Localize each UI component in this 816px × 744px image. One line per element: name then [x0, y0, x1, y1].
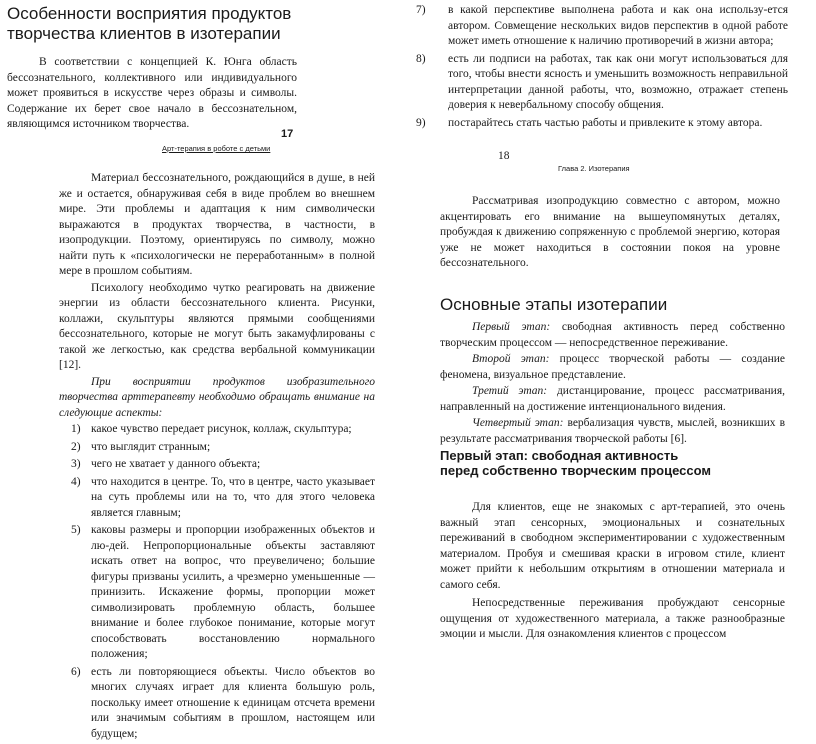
list-item [59, 440, 375, 456]
stage-label: Четвертый этап: [472, 417, 564, 429]
list-item-text: в какой перспективе выполнена работа и как она использу-ется автором. Совмещение нескольких видов перспектив в одной работе может иметь отношение к наличию противоречий в жизни автора; [448, 4, 788, 47]
list-item-text: есть ли подписи на работах, так как они могут использоваться для того, чтобы внести ясность и уменьшить возможность неправильной интерпретации данной работы, что, возможно, отражает степень доверия к невербальному способу общения. [448, 52, 788, 111]
right-page [408, 0, 816, 640]
stages-list [440, 320, 785, 448]
list-item-number: 4) [71, 475, 81, 488]
stage-item [440, 416, 785, 447]
list-item-text: что выглядит странным; [91, 440, 211, 453]
list-item [416, 3, 788, 50]
list-item-text: какое чувство передает рисунок, коллаж, скульптура; [91, 423, 352, 435]
list-item [59, 665, 375, 743]
list-item-number: 8) [416, 52, 426, 65]
stage-label: Третий этап: [472, 385, 548, 397]
list-item-number: 1) [71, 423, 81, 435]
stage-text: свободная активность перед собственно творческим процессом — непосредственное переживание. [440, 321, 785, 349]
stage-item [440, 384, 785, 415]
paragraph: Для клиентов, еще не знакомых с арт-терапией, это очень важный этап сенсорных, эмоциональных и сознательных переживаний в свободном экспериментировании с художественным материалом. Пробуя и смешивая краски в игровом стиле, клиент может прийти к небольшим открытиям в отношении материала и самого себя. [440, 501, 785, 591]
list-item-number: 9) [416, 116, 426, 129]
running-head: Арт-терапия в роботе с детьми [162, 144, 271, 153]
list-item-number: 2) [71, 440, 81, 453]
paragraph: Непосредственные переживания пробуждают сенсорные ощущения от художественного материала, а также разнообразные эмоции и мысли. Для ознакомления клиентов с процессом [440, 597, 785, 640]
list-item-number: 7) [416, 4, 426, 16]
list-item [59, 422, 375, 438]
paragraph: Рассматривая изопродукцию совместно с автором, можно акцентировать его внимание на вышеупомянутых деталях, пробуждая к движению сопряженную с проблемой энергию, которая уже не может находиться в состоянии покоя на уровне бессознательного. [440, 195, 780, 269]
list-item-text: постарайтесь стать частью работы и привлеките к этому автора. [448, 116, 763, 129]
subsection-heading: Первый этап: свободная активность перед собственно творческим процессом [440, 448, 711, 478]
stage-label: Второй этап: [472, 353, 550, 365]
running-head: Глава 2. Изотерапия [558, 164, 630, 173]
paragraph: Психологу необходимо чутко реагировать на движение энергии из области бессознательного клиента. Рисунки, коллажи, скульптуры являются прямыми сообщениями бессознательного, которые не могут быть закамуфлированы с такой же легкостью, как средства вербальной коммуникации [12]. [59, 281, 375, 371]
intro-paragraph: В соответствии с концепцией К. Юнга область бессознательного, коллективного или индивидуального может проявиться в искусстве через образы и символы. Содержание их берет свое начало в бессознательном, являющимся источником творчества. [7, 56, 297, 130]
list-intro: При восприятии продуктов изобразительного творчества арттерапевту необходимо обращать внимание на следующие аспекты: [59, 375, 375, 419]
stage-text: вербализация чувств, мыслей, возникших в результате рассматривания творческой работы [6]. [440, 417, 785, 445]
list-item-number: 5) [71, 524, 81, 536]
section-title: Особенности восприятия продуктов творчества клиентов в изотерапии [7, 4, 292, 43]
left-page [0, 0, 408, 740]
list-item [59, 457, 375, 473]
list-item-text: каковы размеры и пропорции изображенных объектов и лю-дей. Непропорциональные объекты заставляют искать ответ на вопрос, что преувеличено; большие фигуры призваны усилить, а чрезмерно уменьшенные — принизить. Искажение формы, пропорции может символизировать проблемную область, большее внимание и более глубокое понимание, которые могут способствовать восстановлению нормального положения; [91, 524, 375, 660]
stage-item [440, 320, 785, 351]
stage-text: процесс творческой работы — создание феномена, визуальное представление. [440, 353, 785, 381]
section-heading: Основные этапы изотерапии [440, 295, 668, 314]
list-item [416, 116, 788, 132]
list-item [59, 475, 375, 522]
list-item-number: 3) [71, 458, 81, 470]
stage-text: дистанцирование, процесс рассматривания, направленный на достижение интенционального видения. [440, 385, 786, 413]
list-item-text: чего не хватает у данного объекта; [91, 458, 261, 470]
aspects-list-continued [416, 3, 788, 133]
aspects-list [59, 422, 375, 742]
page-number: 17 [281, 128, 294, 140]
paragraph: Материал бессознательного, рождающийся в душе, в ней же и остается, обнаруживая себя в виде проблем во внешнем мире. Эти проблемы и адаптация к ним символически выражаются в продуктах творчества, в частности, в изопродукции. Поэтому, ориентируясь по символу, можно найти путь к «психологически не переработанным» в полной мере в прошлом событиям. [59, 172, 375, 277]
page-number: 18 [498, 150, 510, 162]
body-text [440, 500, 785, 646]
list-item-number: 6) [71, 665, 81, 678]
body-text [59, 171, 375, 744]
list-item-text: есть ли повторяющиеся объекты. Число объектов во многих случаях играет для клиента большую роль, поскольку имеет отношение к единицам отсчета времени или значимым событиям в прошлом, настоящем или будущем; [91, 665, 375, 740]
list-item-text: что находится в центре. То, что в центре, часто указывает на суть проблемы или на то, что для этого человека является главным; [91, 475, 375, 519]
stage-item [440, 352, 785, 383]
stage-label: Первый этап: [472, 321, 551, 333]
list-item [59, 523, 375, 663]
list-item [416, 52, 788, 114]
